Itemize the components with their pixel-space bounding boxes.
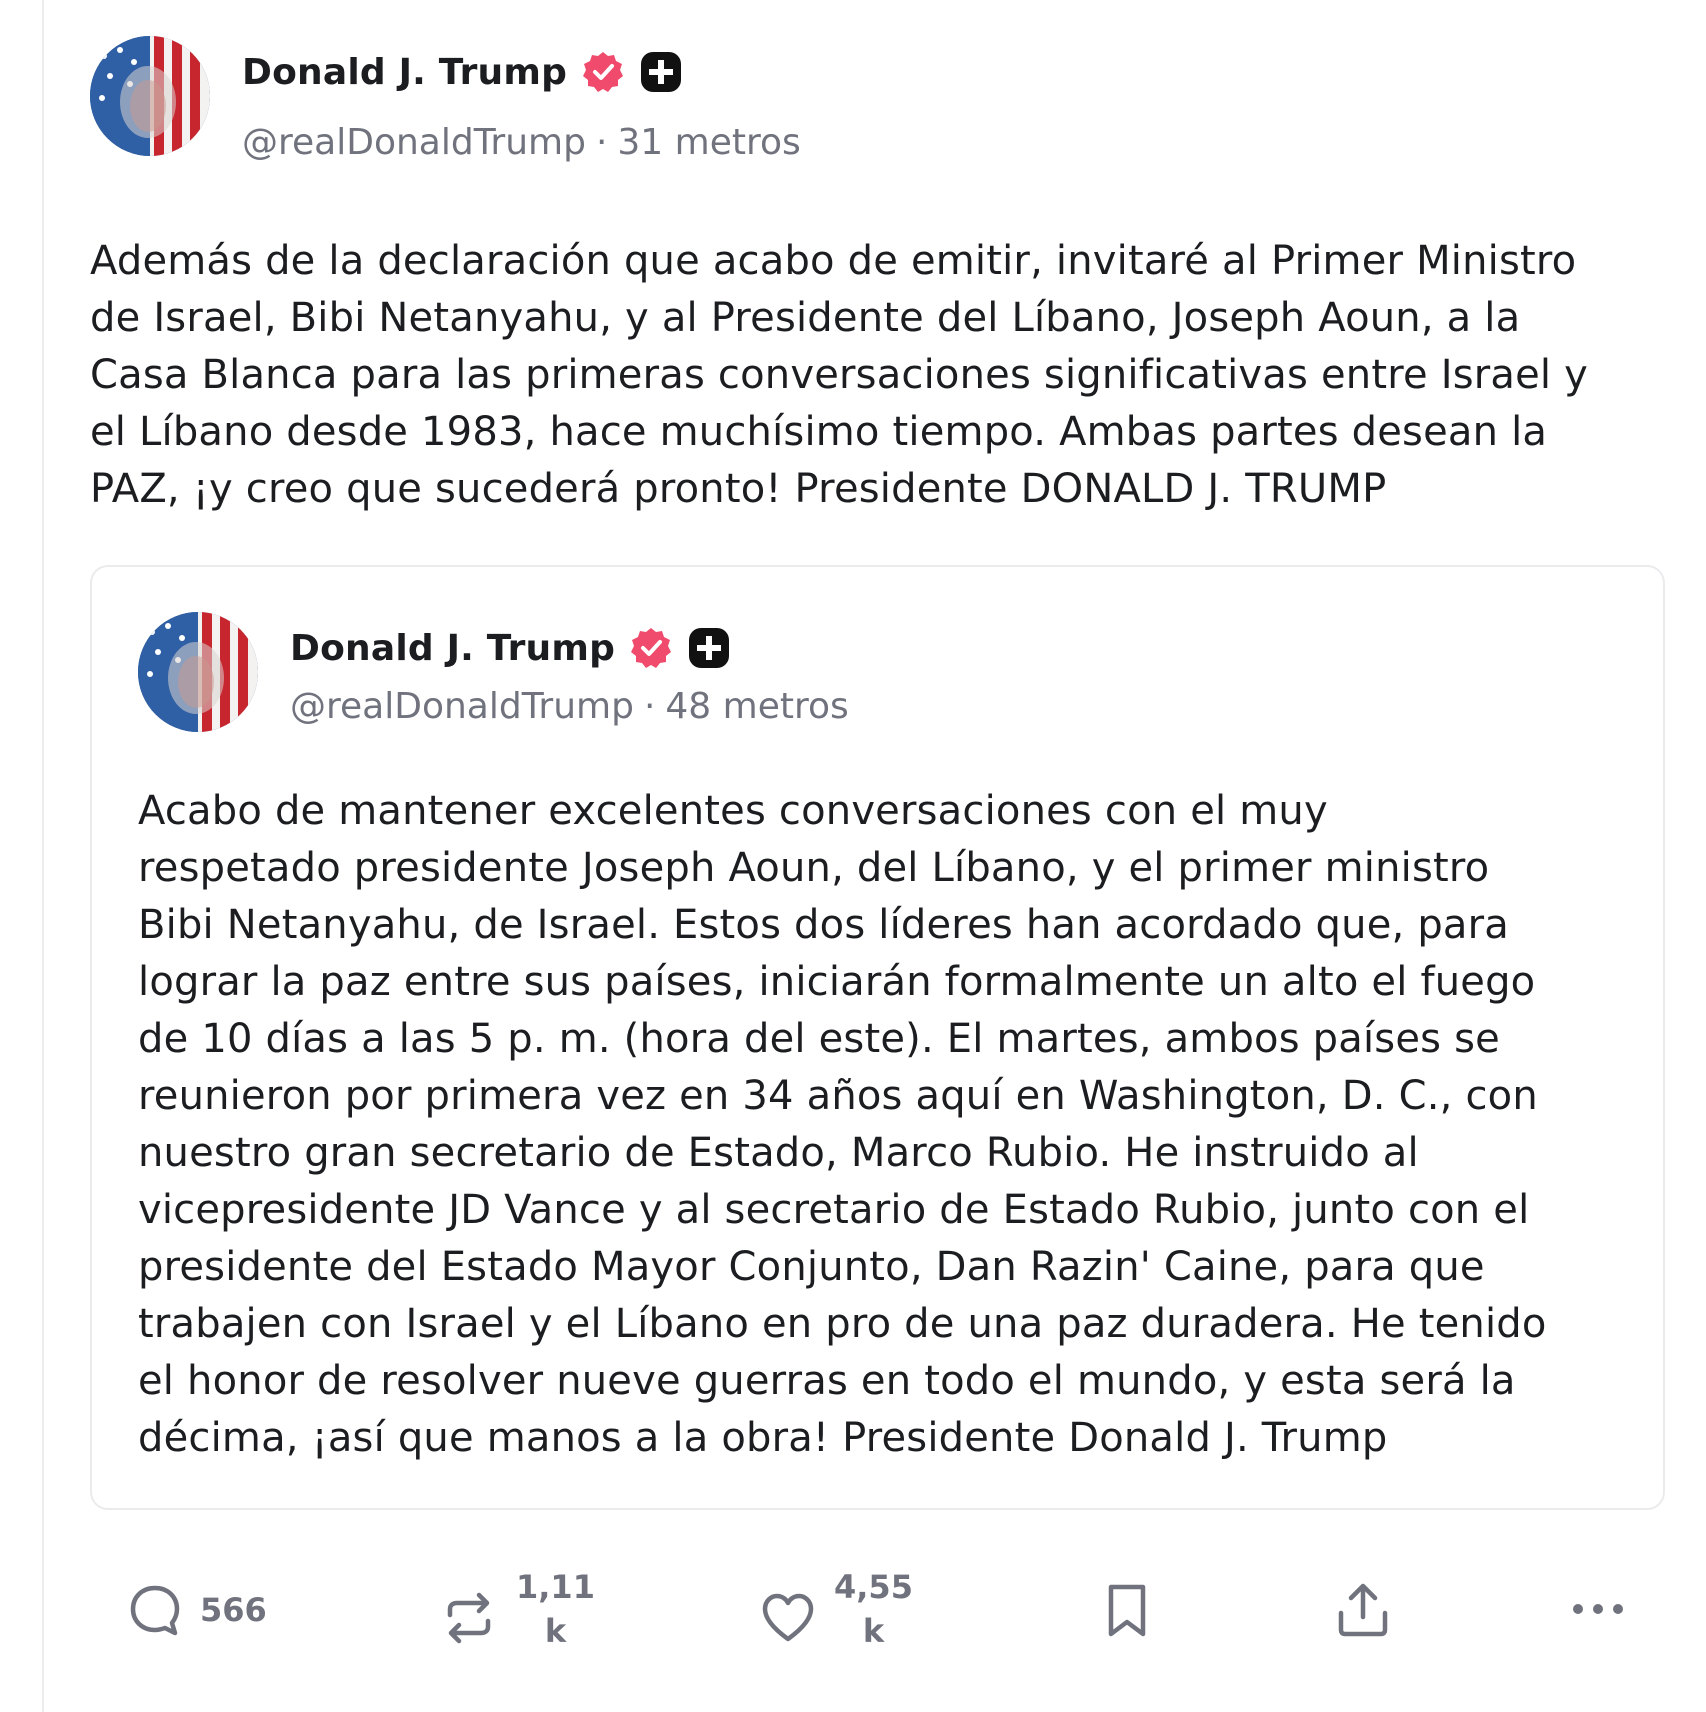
author-handle[interactable]: @realDonaldTrump	[242, 122, 586, 163]
reply-button[interactable]	[128, 1583, 267, 1637]
quoted-author-name[interactable]: Donald J. Trump	[290, 627, 616, 669]
quoted-author-handle[interactable]: @realDonaldTrump	[290, 686, 634, 727]
meta-separator: ·	[595, 122, 608, 163]
share-icon	[1335, 1581, 1391, 1639]
bookmark-button[interactable]	[1105, 1583, 1149, 1639]
repost-count: 1,11 k	[516, 1568, 595, 1650]
repost-button[interactable]	[440, 1565, 595, 1653]
post-time[interactable]: 31 metros	[617, 122, 801, 163]
quoted-post-body: Acabo de mantener excelentes conversaciones con el muy respetado presidente Joseph Aoun, del Líbano, y el primer ministro Bibi Netanyahu, de Israel. Estos dos líderes han acordado que, para lograr la paz entre sus países, iniciarán formalmente un alto el fuego de 10 días a las 5 p. m. (hora del este). El martes, ambos países se reunieron por primera vez en 34 años aquí en Washington, D. C., con nuestro gran secretario de Estado, Marco Rubio. He instruido al vicepresidente JD Vance y al secretario de Estado Rubio, junto con el presidente del Estado Mayor Conjunto, Dan Razin' Caine, para que trabajen con Israel y el Líbano en pro de una paz duradera. He tenido el honor de resolver nueve guerras en todo el mundo, y esta será la décima, ¡así que manos a la obra! Presidente Donald J. Trump	[138, 788, 1547, 1461]
meta-separator: ·	[643, 686, 656, 727]
quoted-post-header	[138, 612, 849, 732]
more-icon	[1570, 1601, 1626, 1617]
more-button[interactable]	[1570, 1601, 1626, 1617]
post-header	[90, 36, 801, 163]
post-body: Además de la declaración que acabo de emitir, invitaré al Primer Ministro de Israel, Bibi Netanyahu, y al Presidente del Líbano, Joseph Aoun, a la Casa Blanca para las primeras conversaciones significativas entre Israel y el Líbano desde 1983, hace muchísimo tiempo. Ambas partes desean la PAZ, ¡y creo que sucederá pronto! Presidente DONALD J. TRUMP	[90, 238, 1589, 512]
verified-badge-icon	[581, 50, 625, 94]
reply-count: 566	[200, 1591, 267, 1629]
avatar[interactable]	[138, 612, 258, 732]
bookmark-icon	[1105, 1583, 1149, 1639]
like-icon	[760, 1592, 816, 1644]
author-name[interactable]: Donald J. Trump	[242, 51, 568, 93]
reply-icon	[128, 1583, 182, 1637]
plus-badge-icon	[687, 626, 731, 670]
share-button[interactable]	[1335, 1581, 1391, 1639]
verified-badge-icon	[629, 626, 673, 670]
like-count: 4,55 k	[834, 1568, 913, 1650]
avatar[interactable]	[90, 36, 210, 156]
repost-icon	[440, 1591, 498, 1645]
action-bar	[0, 1565, 1706, 1665]
like-button[interactable]	[760, 1565, 913, 1653]
plus-badge-icon	[639, 50, 683, 94]
quoted-post-time[interactable]: 48 metros	[665, 686, 849, 727]
